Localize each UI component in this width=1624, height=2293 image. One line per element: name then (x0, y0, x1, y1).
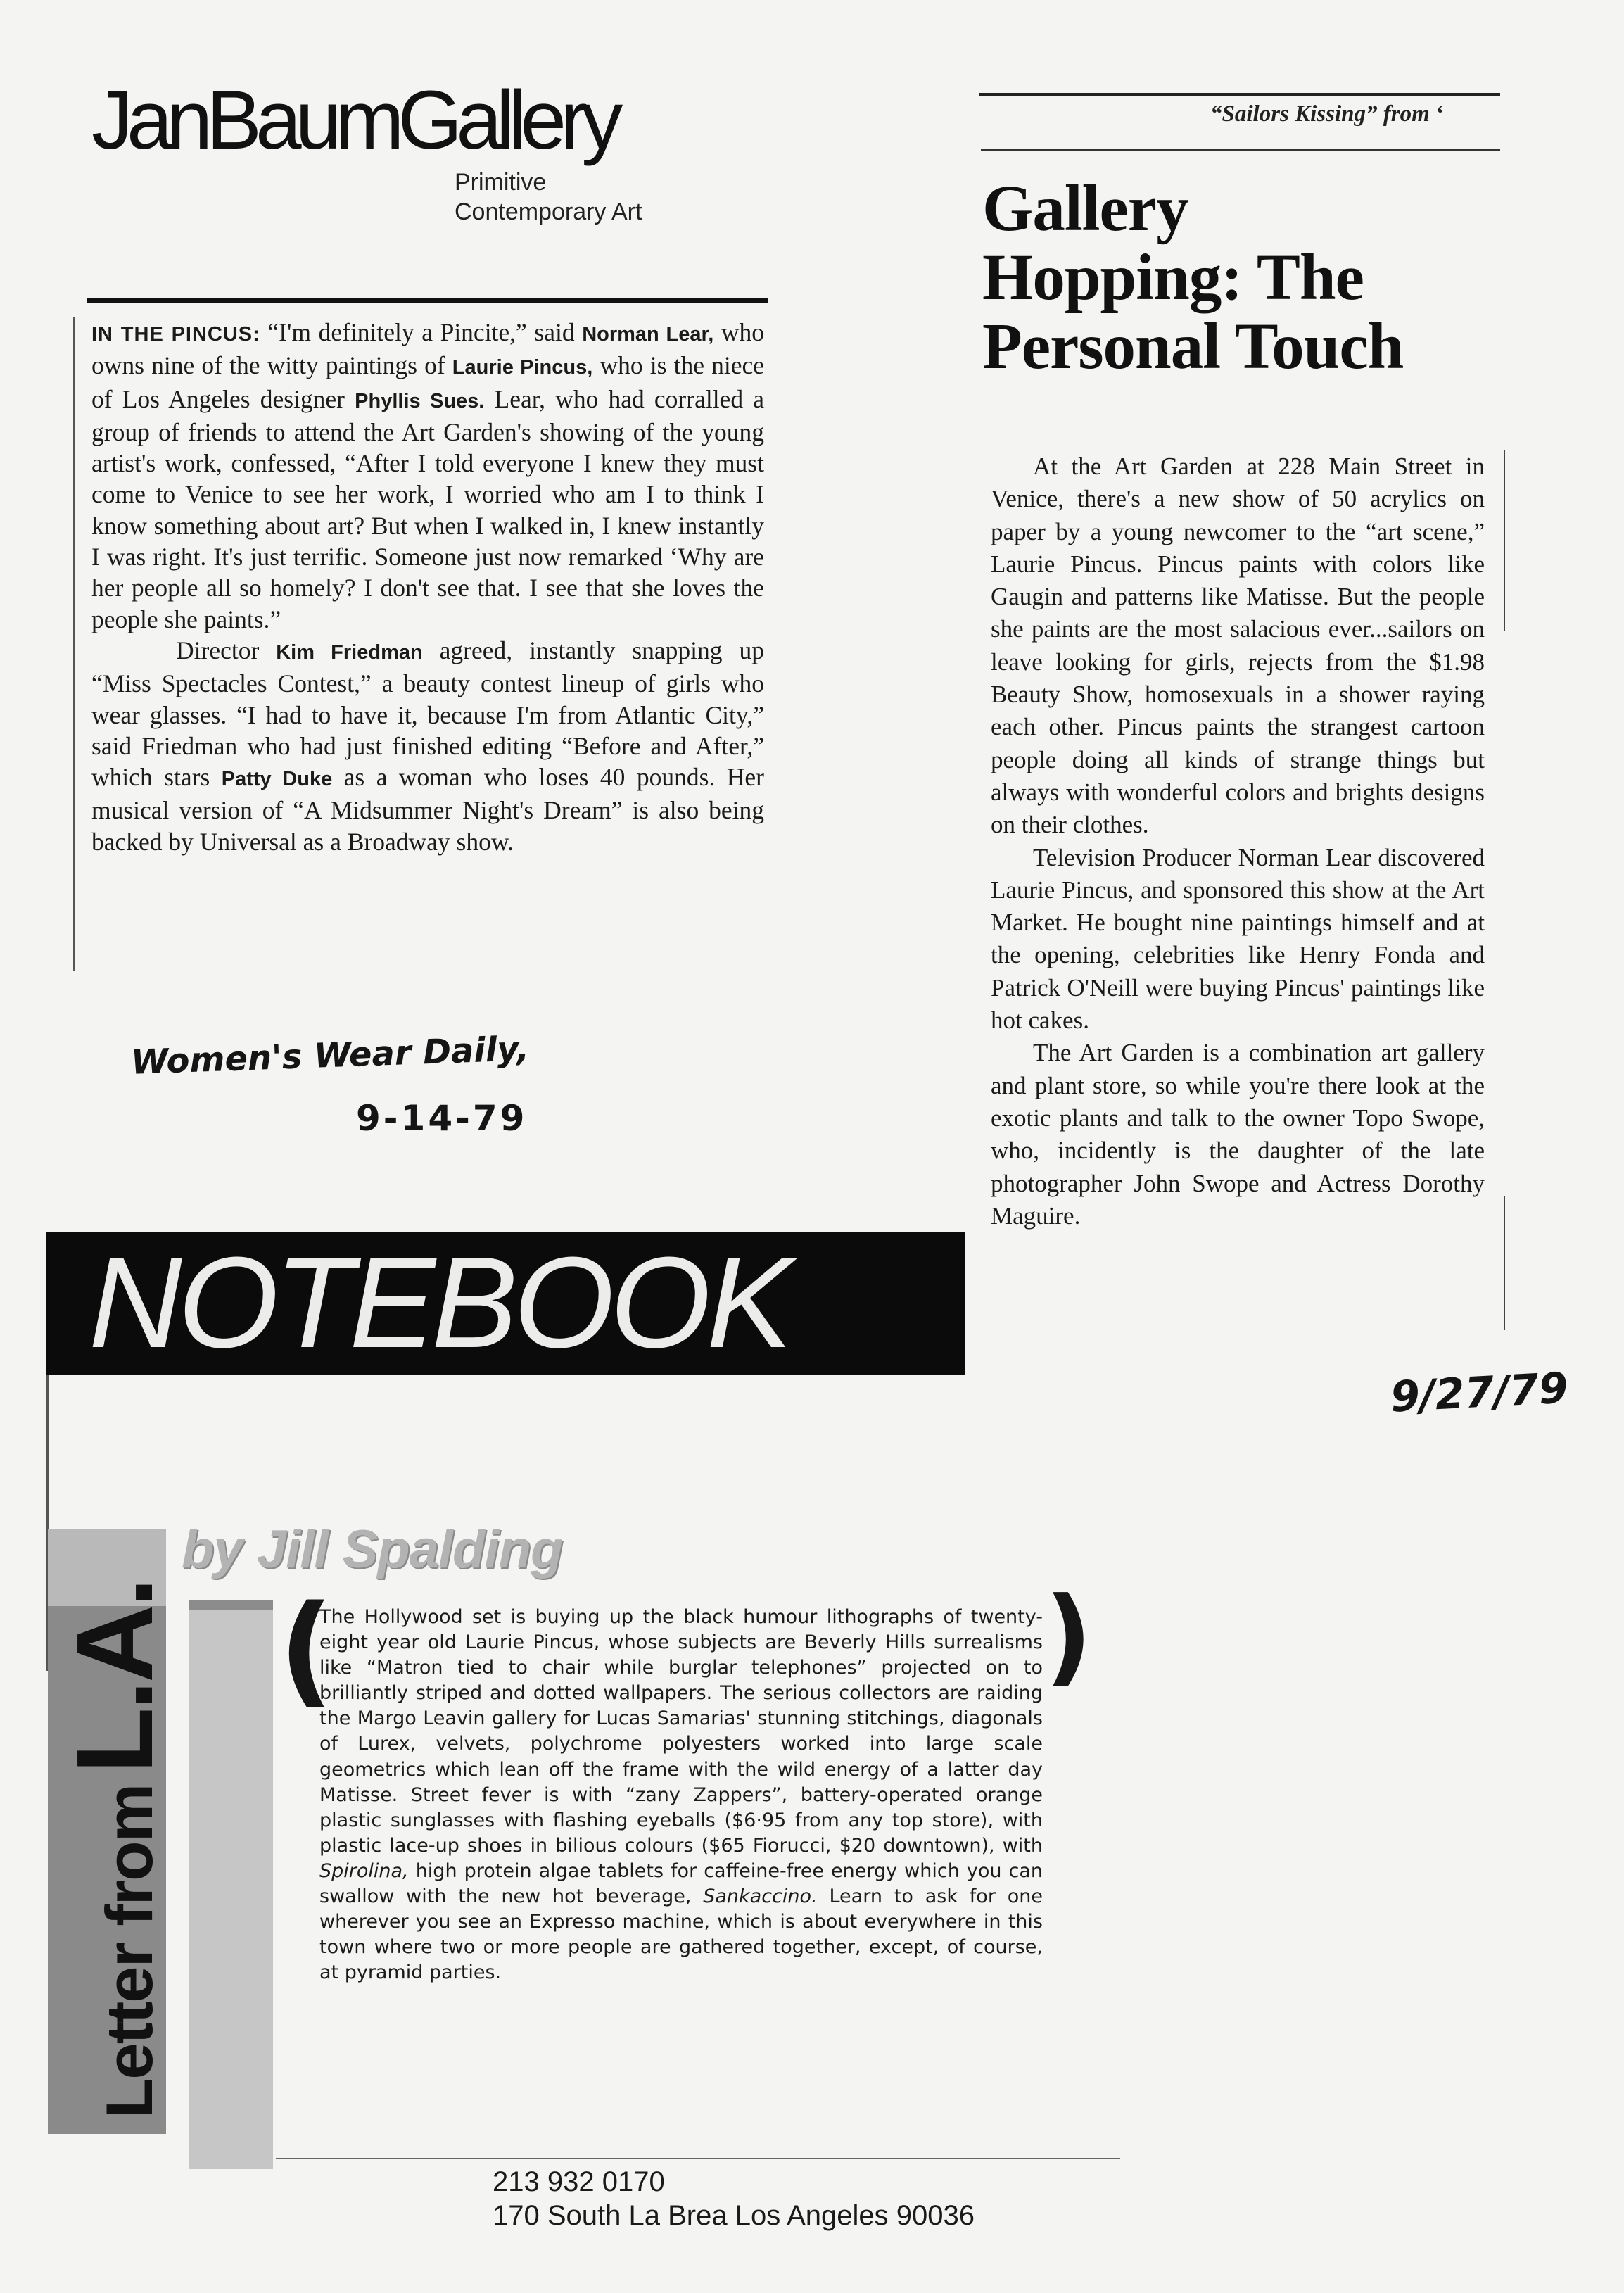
section-title-small: Letter from (92, 1784, 166, 2118)
gallery-address (493, 2165, 975, 2232)
person-name: Norman Lear, (582, 323, 714, 346)
subtitle-line-contemporary: Contemporary Art (455, 198, 642, 225)
phone-number: 213 932 0170 (493, 2166, 665, 2197)
gallery-logo: JanBaumGallery (91, 74, 617, 167)
wwd-paragraph-1 (91, 317, 764, 635)
wwd-text-run: “I'm definitely a Pincite,” said (260, 318, 583, 346)
bottom-rule (276, 2158, 1120, 2159)
letter-text-run: The Hollywood set is buying up the black humour lithographs of twenty-eight year old Laurie Pincus, whose subjects are Beverly Hills surrealisms like “Matron tied to chair while burglar telephones” projected on to brilliantly striped and dotted wallpapers. The serious collectors are raiding the Margo Leavin gallery for Lucas Samarias' stunning stitchings, diagonals of Lurex, velvets, polychrome polyesters worked into large scale geometrics which lean off the frame with the wild energy of a latter day Matisse. Street fever is with “zany Zappers”, battery-operated orange plastic sunglasses with flashing eyeballs ($6·95 from any top store), with plastic lace-up shoes in bilious colours ($65 Fiorucci, $20 downtown), with (319, 1606, 1043, 1857)
article-paragraph: The Art Garden is a combination art gallery and plant store, so while you're there look at the exotic plants and talk to the owner Topo Swope, who, incidently is the daughter of the late photographer John Swope and Actress Dorothy Maguire. (991, 1039, 1485, 1230)
wwd-article (91, 317, 764, 857)
person-name: Patty Duke (221, 768, 333, 791)
wwd-kicker: IN THE PINCUS: (91, 323, 260, 346)
credit-rule (981, 149, 1500, 151)
handwritten-date-right: 9/27/79 (1389, 1363, 1570, 1422)
section-title-big: L.A. (54, 1579, 175, 1774)
person-name: Laurie Pincus, (452, 356, 593, 379)
wwd-text-run: who owns nine of the witty paintings of (91, 318, 765, 380)
wwd-text-run: Director (176, 636, 277, 664)
handwritten-date-wwd: 9-14-79 (356, 1098, 528, 1139)
subtitle-line-primitive: Primitive (455, 169, 547, 196)
wwd-text-run: as a woman who loses 40 pounds. Her musical version of “A Midsummer Night's Dream” is also being backed by Universal as a Broadway show. (91, 763, 764, 856)
article-paragraph: Television Producer Norman Lear discovered Laurie Pincus, and sponsored this show at the Art Market. He bought nine paintings himself and at the opening, celebrities like Henry Fonda and Patrick O'Neill were buying Pincus' paintings like hot cakes. (991, 843, 1485, 1035)
gallery-subtitle (455, 168, 642, 227)
article-headline: Gallery Hopping: The Personal Touch (982, 172, 1404, 383)
clipping-top-edge (979, 93, 1500, 96)
gallery-hopping-article (991, 450, 1485, 1232)
product-name: Spirolina, (319, 1859, 409, 1882)
product-name: Sankaccino. (703, 1885, 818, 1908)
letter-text-run: Learn to ask for one wherever you see an Expresso machine, which is about everywhere in this town where two or more people are gathered together, except, of course, at pyramid parties. (319, 1885, 1043, 1984)
letter-text-run: high protein algae tablets for caffeine-free energy which you can swallow with the new hot beverage, (319, 1859, 1043, 1908)
wwd-text-run: agreed, instantly snapping up “Miss Spectacles Contest,” a beauty contest lineup of girls who wear glasses. “I had to have it, because I'm from Atlantic City,” said Friedman who had just finished editing “Before and After,” which stars (91, 636, 764, 792)
street-address: 170 South La Brea Los Angeles 90036 (493, 2200, 975, 2231)
wwd-side-edge (73, 317, 75, 971)
wwd-paragraph-2 (91, 635, 764, 857)
notebook-title: NOTEBOOK (89, 1230, 789, 1375)
bracket-left-icon: ( (279, 1579, 334, 1720)
wwd-top-rule (87, 298, 768, 303)
clipping-edge (1504, 1196, 1505, 1330)
image-credit: “Sailors Kissing” from ‘ (1210, 101, 1443, 127)
section-title-vertical (54, 1579, 175, 2118)
person-name: Kim Friedman (276, 640, 423, 664)
wwd-text-run: who is the niece of Los Angeles designer (91, 351, 764, 413)
column-bar-top (189, 1600, 273, 1610)
article-paragraph: At the Art Garden at 228 Main Street in Venice, there's a new show of 50 acrylics on paper by a young newcomer to the “art scene,” Laurie Pincus. Pincus paints with colors like Gaugin and patterns like Matisse. But the people she paints are the most salacious ever...sailors on leave looking for girls, rejects from the $1.98 Beauty Show, homosexuals in a shower raying each other. Pincus paints the strangest cartoon people doing all kinds of strange things but always with wonderful colors and brights designs on their clothes. (991, 453, 1485, 839)
bracket-right-icon: ) (1044, 1575, 1093, 1698)
clipping-edge (1504, 450, 1505, 631)
letter-body (319, 1605, 1043, 1985)
column-bar (189, 1600, 273, 2169)
handwritten-source: Women's Wear Daily, (130, 1029, 530, 1082)
person-name: Phyllis Sues. (355, 389, 485, 412)
wwd-text-run: Lear, who had corralled a group of friends to attend the Art Garden's showing of the young artist's work, confessed, “After I told everyone I knew they must come to Venice to see her work, I worried who am I to think I know something about art? But when I walked in, I knew instantly I was right. It's just terrific. Someone just now remarked ‘Why are her people all so homely? I don't see that. I see that she loves the people she paints.” (91, 384, 764, 633)
byline: by Jill Spalding (182, 1520, 563, 1579)
